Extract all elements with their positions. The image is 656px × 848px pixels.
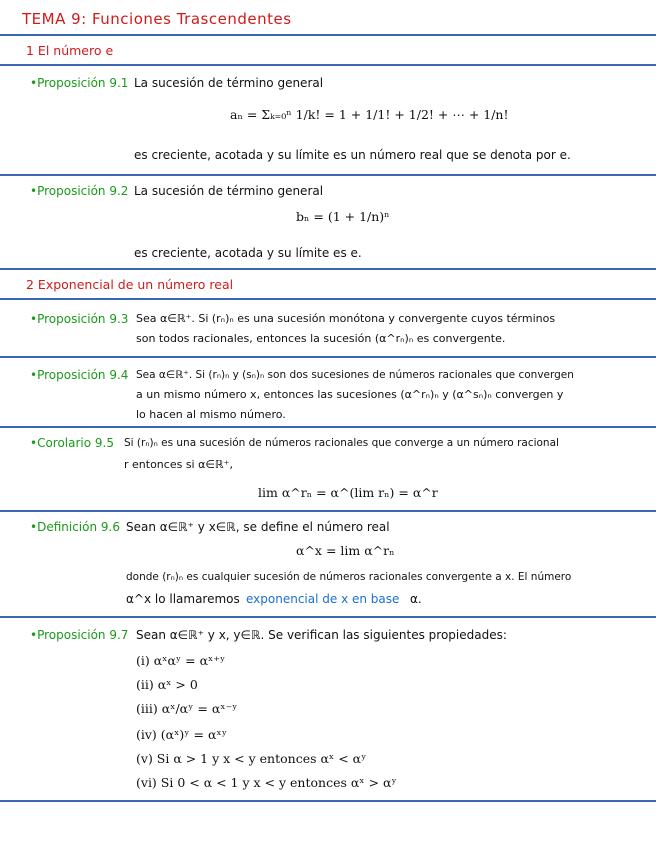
property-item: (v) Si α > 1 y x < y entonces αˣ < αʸ [136,751,367,766]
proposition-9-1-text: La sucesión de término general [134,76,324,90]
proposition-9-3-label: •Proposición 9.3 [30,312,129,326]
proposition-9-2-conclusion: es creciente, acotada y su límite es e. [134,246,362,260]
page-title: TEMA 9: Funciones Trascendentes [22,10,292,28]
proposition-9-3-line-2: son todos racionales, entonces la sucesión (α^rₙ)ₙ es convergente. [136,332,506,345]
corollary-9-5-label: •Corolario 9.5 [30,436,115,450]
corollary-9-5-line-1: Si (rₙ)ₙ es una sucesión de números racionales que converge a un número racional [124,437,559,449]
definition-9-6-line-3-start: α^x lo llamaremos [126,592,240,606]
definition-9-6-line-2: donde (rₙ)ₙ es cualquier sucesión de números racionales convergente a x. El número [126,571,572,583]
proposition-9-4-line-1: Sea α∈ℝ⁺. Si (rₙ)ₙ y (sₙ)ₙ son dos sucesiones de números racionales que convergen [136,369,574,381]
proposition-9-2-label: •Proposición 9.2 [30,184,129,198]
proposition-9-4-label: •Proposición 9.4 [30,368,129,382]
property-item: (i) αˣαʸ = αˣ⁺ʸ [136,653,226,668]
proposition-9-7-label: •Proposición 9.7 [30,628,129,642]
corollary-9-5-line-2: r entonces si α∈ℝ⁺, [124,458,233,471]
divider [0,298,656,300]
proposition-9-1-formula: aₙ = Σₖ₌₀ⁿ 1/k! = 1 + 1/1! + 1/2! + ⋯ + 1/n! [230,107,509,122]
proposition-9-1-conclusion: es creciente, acotada y su límite es un número real que se denota por e. [134,148,571,162]
divider [0,174,656,176]
definition-9-6-line-1: Sean α∈ℝ⁺ y x∈ℝ, se define el número real [126,520,390,534]
corollary-9-5-formula: lim α^rₙ = α^(lim rₙ) = α^r [258,485,438,500]
proposition-9-3-line-1: Sea α∈ℝ⁺. Si (rₙ)ₙ es una sucesión monótona y convergente cuyos términos [136,312,556,325]
section-heading-2: 2 Exponencial de un número real [26,277,234,292]
property-item: (iii) αˣ/αʸ = αˣ⁻ʸ [136,701,238,716]
proposition-9-7-line-1: Sean α∈ℝ⁺ y x, y∈ℝ. Se verifican las siguientes propiedades: [136,628,507,642]
proposition-9-2-formula: bₙ = (1 + 1/n)ⁿ [296,209,390,224]
divider [0,268,656,270]
definition-9-6-label: •Definición 9.6 [30,520,120,534]
divider [0,800,656,802]
proposition-9-1-label: •Proposición 9.1 [30,76,129,90]
proposition-9-4-line-2: a un mismo número x, entonces las sucesiones (α^rₙ)ₙ y (α^sₙ)ₙ convergen y [136,388,564,401]
definition-9-6-formula: α^x = lim α^rₙ [296,543,395,558]
divider [0,426,656,428]
property-item: (iv) (αˣ)ʸ = αˣʸ [136,727,228,742]
section-heading-1: 1 El número e [26,43,114,58]
divider [0,356,656,358]
property-item: (vi) Si 0 < α < 1 y x < y entonces αˣ > αʸ [136,775,397,790]
divider [0,510,656,512]
definition-9-6-highlighted-term: exponencial de x en base [246,592,400,606]
definition-9-6-line-3-end: α. [410,592,422,606]
divider [0,34,656,36]
proposition-9-2-text: La sucesión de término general [134,184,324,198]
property-item: (ii) αˣ > 0 [136,677,198,692]
proposition-9-4-line-3: lo hacen al mismo número. [136,408,286,421]
divider [0,64,656,66]
divider [0,616,656,618]
